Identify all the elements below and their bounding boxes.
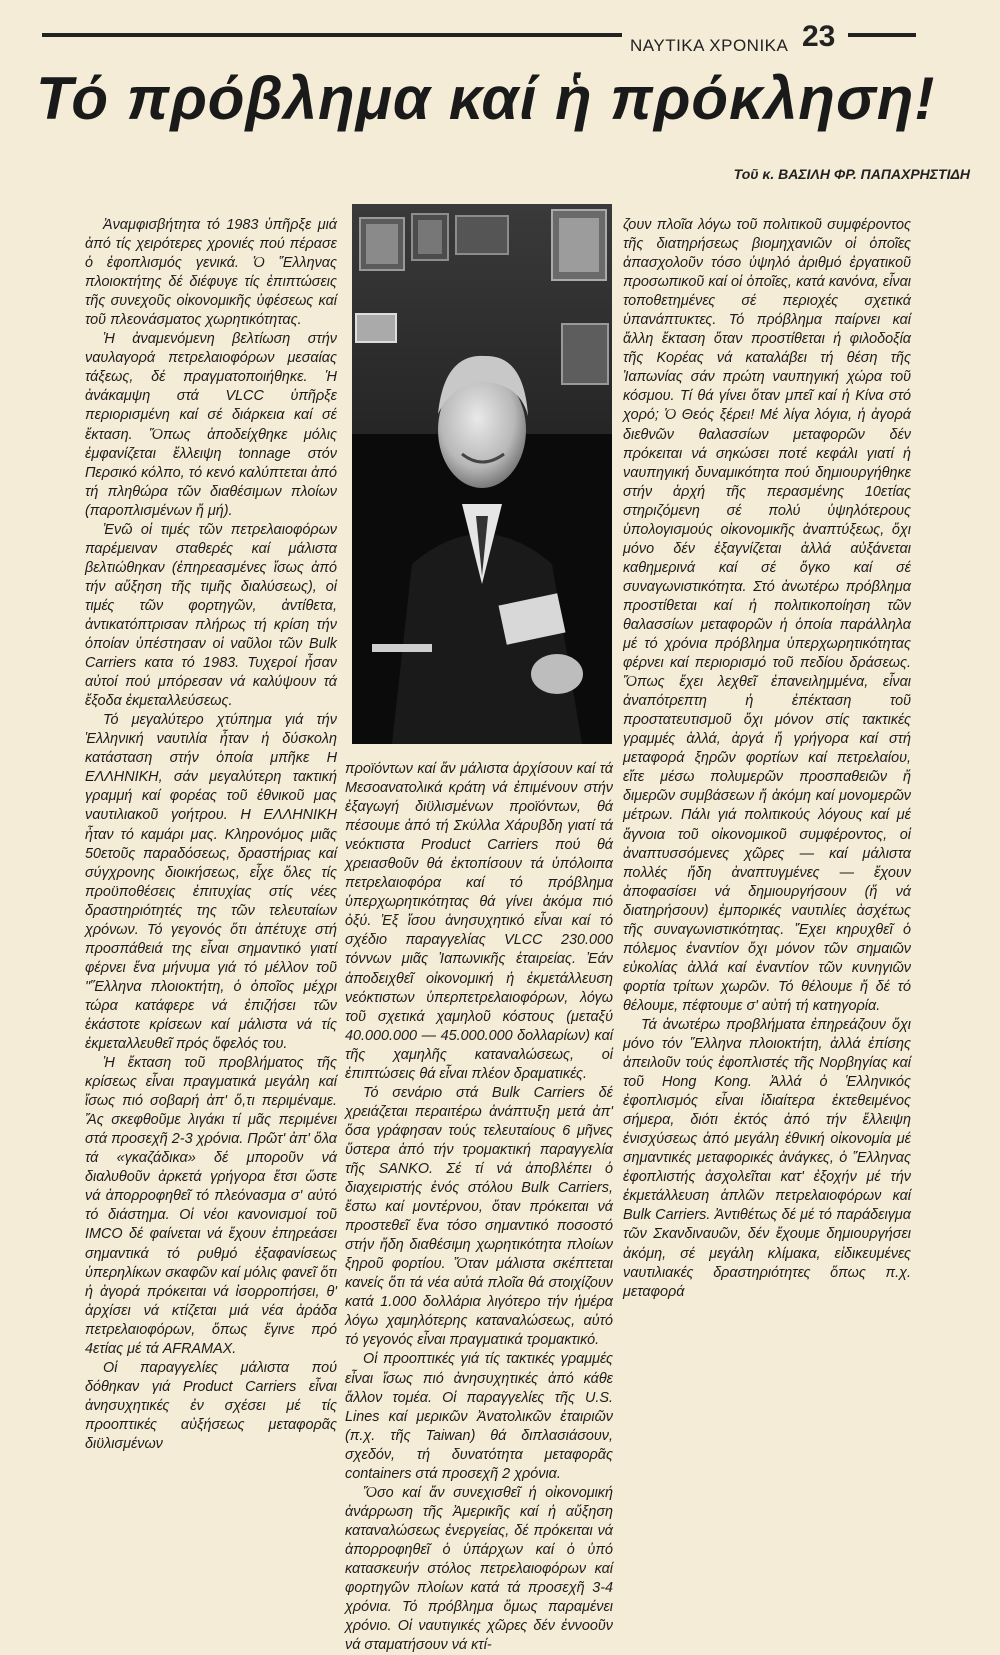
paragraph: Οἱ παραγγελίες μάλιστα πού δόθηκαν γιά Product Carriers εἶναι ἀνησυχητικές ἐν σχέσει μέ τίς προοπτικές αὐξήσεως μεταφορᾶς διϋλισμένων <box>85 1359 337 1452</box>
paragraph: Ὅσο καί ἄν συνεχισθεῖ ἡ οἰκονομική ἀνάρρωση τῆς Ἀμερικῆς καί ἡ αὔξηση καταναλώσεως ἐνεργείας, δέ πρόκειται νά ἀπορροφηθεῖ ὁ ὑπάρχων καί ὁ ὑπό κατασκευήν στόλος πετρελαιοφόρων καί φορτηγῶν πλοίων κατά τά προσεχῆ 3-4 χρόνια. Τό πρόβλημα ὅμως παραμένει χρόνιο. Οἱ ναυτιγικές χῶρες δέν ἐννοοῦν νά σταματήσουν νά κτί- <box>345 1484 613 1654</box>
magazine-name: ΝΑΥΤΙΚΑ ΧΡΟΝΙΚΑ <box>630 36 789 55</box>
header-rule-left <box>42 33 622 37</box>
paragraph: Τό μεγαλύτερο χτύπημα γιά τήν Ἑλληνική ναυτιλία ἦταν ἡ δύσκολη κατάσταση στήν ὁποία μπῆκε Η ΕΛΛΗΝΙΚΗ, σάν μεγαλύτερη τακτική γραμμή καί φορέας τοῦ ἐθνικοῦ μας ναυτιλιακοῦ γοήτρου. Η ΕΛΛΗΝΙΚΗ ἦταν τό καμάρι μας. Κληρονόμος μιᾶς 50ετοῦς παραδόσεως, δραστήριας καί σύγχρονης διοικήσεως, εἶχε ὅλες τίς προϋποθέσεις ἐπιτυχίας στίς νέες δραστηριότητές της τῶν τελευταίων χρόνων. Τό γεγονός ὅτι ἀπέτυχε στή προσπάθειά της εἶναι σημαντικό γιατί φέρνει ἕνα μήνυμα γιά τό μέλλον τοῦ "Ἕλληνα πλοιοκτήτη, ὁ ὁποῖος μέχρι τώρα κατάφερε νά ἐπιζήσει τῶν ἑκάστοτε κρίσεων καί μάλιστα νά τίς ἐκμεταλλευθεῖ πρός ὄφελός του. <box>85 712 337 1053</box>
page-number: 23 <box>802 20 836 53</box>
paragraph: Τό σενάριο στά Bulk Carriers δέ χρειάζεται περαιτέρω ἀνάπτυξη μετά ἀπ' ὅσα γράφησαν τούς τελευταίους 6 μῆνες ὕστερα ἀπό τήν τρομακτική παραγγελία τῆς SANKO. Σέ τί νά ἀποβλέπει ὁ διαχειριστής ἑνός στόλου Bulk Carriers, ἔστω καί μοντέρνου, ὅταν πρόκειται νά προστεθεῖ ἕνα τόσο σημαντικό ποσοστό στήν ἤδη διαθέσιμη χωρητικότητα πλοίων ξηροῦ φορτίου. Ὅταν μάλιστα σκέπτεται κανείς ὅτι τά νέα αὐτά πλοῖα θά στοιχίζουν κατά 1.000 δολλάρια λιγότερο τήν ἡμέρα λόγω χαμηλότερης καταναλώσεως, αὐτό τό γεγονός εἶναι πραγματικά τρομακτικό. <box>345 1084 613 1349</box>
author-portrait <box>352 204 612 744</box>
author-photo <box>352 204 612 744</box>
paragraph: Ἡ ἀναμενόμενη βελτίωση στήν ναυλαγορά πετρελαιοφόρων μεσαίας τάξεως, δέ πραγματοποιήθηκε. Ἡ ἀνάκαμψη στά VLCC ὑπῆρξε περιορισμένη καί σέ διάρκεια καί σέ ἔκταση. Ὅπως ἀποδείχθηκε μόλις ἐμφανίζεται ἔλλειψη tonnage στόν Περσικό κόλπο, τό κενό καλύπτεται ἀπό τή πληθώρα τῶν διαθέσιμων πλοίων (παροπλισμένων ἤ μή). <box>85 331 337 519</box>
paragraph: προϊόντων καί ἄν μάλιστα ἀρχίσουν καί τά Μεσοανατολικά κράτη νά ἐπιμένουν στήν ἐξαγωγή διϋλισμένων προϊόντων, θά πέσουμε ἀπό τή Σκύλλα Χάρυβδη γιατί τά νεόκτιστα Product Carriers πού θά χρειασθοῦν θά ἐκτοπίσουν τά ὑπόλοιπα πετρελαιοφόρα καί τό πρόβλημα ὑπερχωρητικότητας θά γίνει ἀκόμα πιό ὀξύ. Ἐξ ἴσου ἀνησυχητικό εἶναι καί τό σχέδιο παραγγελίας VLCC 230.000 τόννων μιᾶς Ἰαπωνικῆς ἑταιρείας. Ἐάν ἀποδειχθεῖ οἰκονομική ἡ ἐκμετάλλευση νεόκτιστων ὑπερπετρελαιοφόρων, λόγω τοῦ σχετικά χαμηλοῦ κόστους (μεταξύ 40.000.000 — 45.000.000 δολλαρίων) καί τῆς χαμηλῆς καταναλώσεως, οἱ ἐπιπτώσεις θά εἶναι πλέον δραματικές. <box>345 761 613 1082</box>
paragraph: ζουν πλοῖα λόγω τοῦ πολιτικοῦ συμφέροντος τῆς διατηρήσεως βιομηχανιῶν οἱ ὁποῖες ἀπασχολοῦν τόσο ὑψηλό ἀριθμό ἐργατικοῦ προσωπικοῦ καί οἱ ὁποῖες, κατά κανόνα, εἶναι τοποθετημένες σέ περιοχές σχετικά ὑπανάπτυκτες. Τό πρόβλημα παίρνει καί ἄλλη ἔκταση ὅταν προστίθεται ἡ φιλοδοξία τῆς Κορέας νά καταλάβει τή θέση τῆς Ἰαπωνίας σάν πρώτη ναυπηγική χώρα τοῦ κόσμου. Τί θά γίνει ὅταν μπεῖ καί ἡ Κίνα στό χορό; Ὁ Θεός ξέρει! Μέ λίγα λόγια, ἡ ἀγορά διεθνῶν θαλασσίων μεταφορῶν δέν πρόκειται νά σηκώσει ποτέ κεφάλι γιατί ἡ ναυπηγική δυναμικότητα πού δημιουργήθηκε στήν ἀρχή τῆς περασμένης 10ετίας στηριζόμενη σέ πολύ ὑψηλότερους ὑπολογισμούς οἰκονομικῆς ἀναπτύξεως, ὄχι μόνο δέν ἐξαγνίζεται ἀλλά αὐξάνεται καθημερινά καί σέ ὄγκο καί σέ συναγωνιστικότητα. Στό ἀνωτέρω πρόβλημα προστίθεται καί ἡ πολιτικοποίηση τῶν θαλασσίων μεταφορῶν ἡ ὁποία παράλληλα μέ τό χρόνια πρόβλημα ὑπερχωρητικότητας φέρνει καί περιορισμό τοῦ πεδίου δράσεως. Ὅπως ἔχει λεχθεῖ ἐπανειλημμένα, εἶναι ἀναπότρεπτη ἡ ἐπέκταση τοῦ προστατευτισμοῦ ὄχι μόνον στίς τακτικές γραμμές ἀλλά, ἀργά ἤ γρήγορα καί στή μεταφορά ξηρῶν φορτίων καί πετρελαίου, εἴτε μέσω πολυμερῶν προσπαθειῶν ἤ διμερῶν συμβάσεων ἤ ἀκόμη καί μονομερῶν μέτρων. Πάλι γιά πολιτικούς λόγους καί μέ ἄγνοια τοῦ οἰκονομικοῦ συμφέροντος, οἱ ἀναπτυσσόμενες χῶρες — καί μάλιστα πολλές ἤδη ἀναπτυγμένες — ἔχουν ἀποφασίσει νά δημιουργήσουν (ἤ νά διατηρήσουν) ἐμπορικές ναυτιλίες ἀσχέτως τῆς συναγωνιστικότητας. Ἔχει κηρυχθεῖ ὁ πόλεμος ἐναντίον ὄχι μόνον τῶν σημαιῶν εὐκολίας ἀλλά καί ἐναντίον τῶν κυνηγιῶν φορτία τρίτων χωρῶν. Τό θέλουμε ἤ δέ τό θέλουμε, πέφτουμε σ' αὐτή τή κατηγορία. <box>623 217 911 1014</box>
paragraph: Ἡ ἔκταση τοῦ προβλήματος τῆς κρίσεως εἶναι πραγματικά μεγάλη καί ἴσως πιό σοβαρή ἀπ' ὅ,τι περιμέναμε. Ἄς σκεφθοῦμε λιγάκι τί μᾶς περιμένει στά προσεχῆ 2-3 χρόνια. Πρῶτ' ἀπ' ὅλα τά «γκαζάδικα» δέ μποροῦν νά διαλυθοῦν ἀρκετά γρήγορα ἔτσι ὥστε νά ἀπορροφηθεῖ τό πλεόνασμα σ' αὐτό τό διάστημα. Οἱ νέοι κανονισμοί τοῦ IMCO δέ φαίνεται νά ἔχουν ἐπηρεάσει σημαντικά τό ρυθμό ἐξαφανίσεως ὑπερηλίκων σκαφῶν καί μόλις φανεῖ ὅτι ἡ ἀγορά πρόκειται νά ἰσορροπήσει, θ' ἀρχίσει νά κτίζεται μιά νέα ἀράδα πετρελαιοφόρων, ὅπως ἔγινε πρό 4ετίας μέ τά AFRAMAX. <box>85 1055 337 1357</box>
paragraph: Τά ἀνωτέρω προβλήματα ἐπηρεάζουν ὄχι μόνο τόν Ἕλληνα πλοιοκτήτη, ἀλλά ἐπίσης ἀπειλοῦν τούς ἐφοπλιστές τῆς Νορβηγίας καί τοῦ Hong Kong. Ἀλλά ὁ Ἑλληνικός ἐφοπλισμός εἶναι ἰδιαίτερα ἐκτεθειμένος σήμερα, διότι ἐκτός ἀπό τήν ἔλλειψη ἐνισχύσεως ἀπό μεγάλη ἐθνική οἰκονομία μέ σημαντικές μεταφορικές ἀνάγκες, ὁ Ἕλληνας ἐφοπλιστής ἀσχολεῖται κατ' ἐξοχήν μέ τήν ἐκμετάλλευση ἁπλῶν πετρελαιοφόρων καί Bulk Carriers. Ἀντιθέτως δέ μέ τό παράδειγμα τῶν Σκανδιναυῶν, δέν ἔχουμε δημιουργήσει ἀκόμη, σέ μεγάλη κλίμακα, εἰδικευμένες ναυτιλιακές δραστηριότητες ὅπως π.χ. μεταφορά <box>623 1016 911 1300</box>
paragraph: Οἱ προοπτικές γιά τίς τακτικές γραμμές εἶναι ἴσως πιό ἀνησυχητικές ἀπό κάθε ἄλλον τομέα. Οἱ παραγγελίες τῆς U.S. Lines καί μερικῶν Ἀνατολικῶν ἑταιριῶν (π.χ. τῆς Taiwan) θά διπλασιάσουν, σχεδόν, τή δυνατότητα μεταφορᾶς containers στά προσεχῆ 2 χρόνια. <box>345 1351 613 1482</box>
paragraph: Ἀναμφισβήτητα τό 1983 ὑπῆρξε μιά ἀπό τίς χειρότερες χρονιές πού πέρασε ὁ ἐφοπλισμός γενικά. Ὁ Ἕλληνας πλοιοκτήτης δέ διέφυγε τίς ἐπιπτώσεις τῆς συνεχοῦς οἰκονομικῆς ὑφέσεως καί τοῦ πλεονάσματος χωρητικότητας. <box>85 217 337 329</box>
article-column-1 <box>85 216 337 1452</box>
article-title: Τό πρόβλημα καί ἡ πρόκληση! <box>36 65 936 132</box>
article-column-3 <box>623 216 911 1332</box>
paragraph: Ἐνῶ οἱ τιμές τῶν πετρελαιοφόρων παρέμειναν σταθερές καί μάλιστα βελτιώθηκαν (ἐπηρεασμένες ἴσως ἀπό τήν αὔξηση τῆς τιμῆς διαλύσεως), οἱ τιμές τῶν φορτηγῶν, ἀντίθετα, ἀντικατόπτρισαν πλήρως τή κρίση τήν ὁποίαν ὑπέστησαν οἱ ναῦλοι τῶν Bulk Carriers κατα τό 1983. Τυχεροί ἦσαν αὐτοί πού μπόρεσαν νά καλύψουν τά ἔξοδα ἐκμεταλλεύσεως. <box>85 521 337 710</box>
article-column-2 <box>345 760 613 1654</box>
byline: Τοῦ κ. ΒΑΣΙΛΗ ΦΡ. ΠΑΠΑΧΡΗΣΤΙΔΗ <box>733 166 970 182</box>
header-rule-right <box>848 33 916 37</box>
